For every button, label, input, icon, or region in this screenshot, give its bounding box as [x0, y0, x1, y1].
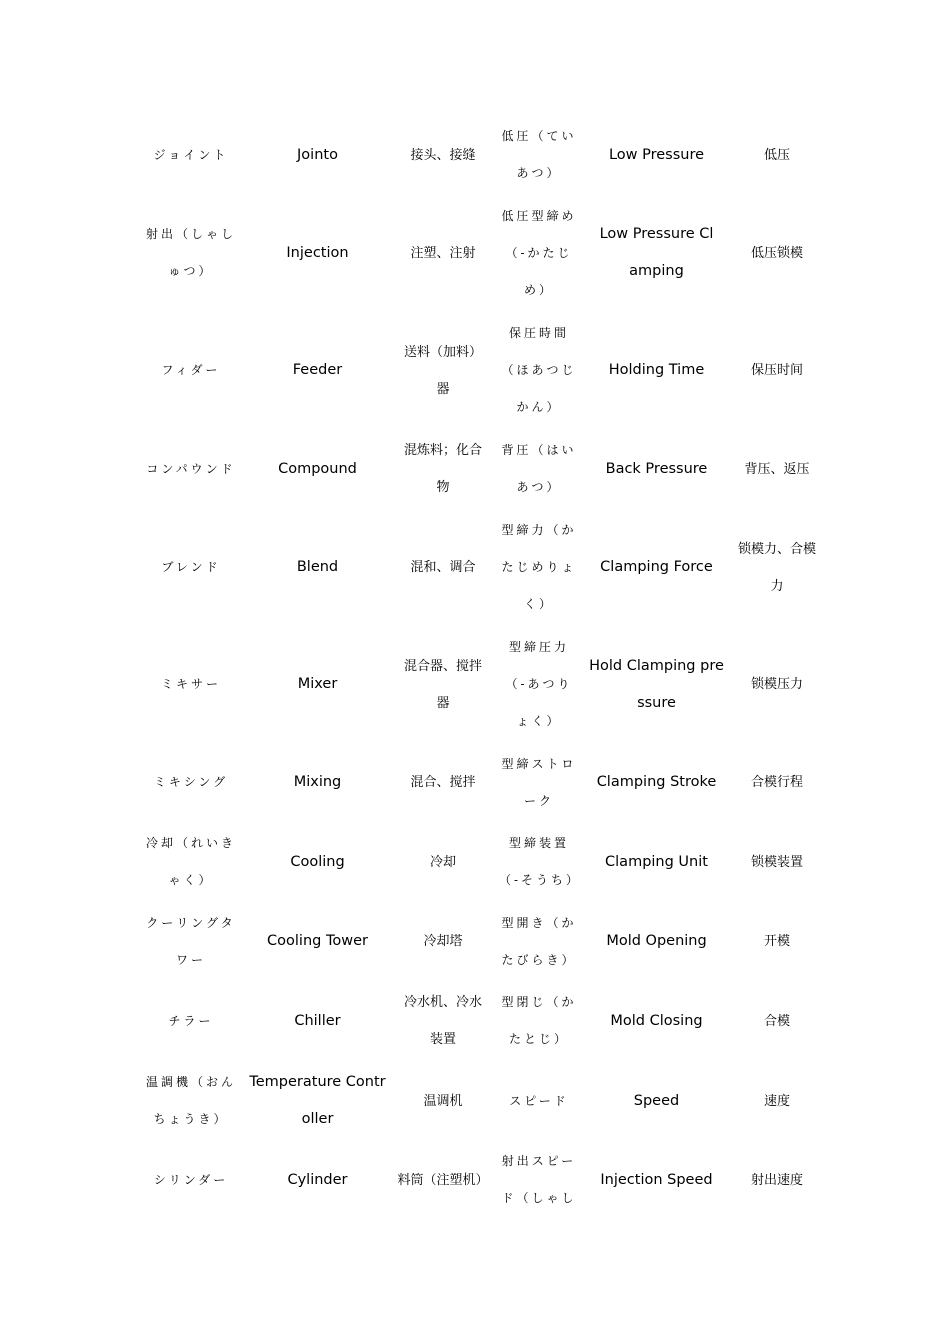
- chinese-term: 冷水机、冷水装置: [403, 995, 482, 1047]
- english-term: Compound: [278, 460, 357, 477]
- japanese-term-2: スピード: [509, 1093, 569, 1108]
- japanese-term-2: 低圧（ていあつ）: [501, 129, 577, 180]
- chinese-term: 送料（加料）器: [403, 344, 482, 397]
- glossary-row: [134, 743, 820, 822]
- japanese-term-2: 型締力（かたじめりょく）: [501, 523, 577, 611]
- glossary-row: [134, 1141, 820, 1219]
- japanese-term: シリンダー: [153, 1172, 229, 1187]
- japanese-term: ミキシング: [153, 775, 229, 789]
- english-term-2: Injection Speed: [600, 1171, 713, 1188]
- english-term: Blend: [296, 559, 339, 575]
- english-term: Temperature Controller: [249, 1074, 386, 1127]
- glossary-row: [134, 981, 820, 1061]
- chinese-term: 混炼料；化合物: [403, 443, 482, 495]
- japanese-term: クーリングタワー: [146, 915, 236, 967]
- japanese-term: フィダー: [161, 363, 221, 377]
- english-term: Feeder: [292, 362, 343, 378]
- chinese-term-2: 背压、返压: [744, 461, 810, 477]
- chinese-term-2: 低压: [763, 147, 790, 163]
- chinese-term-2: 合模行程: [750, 775, 803, 790]
- english-term-2: Mold Closing: [610, 1012, 703, 1029]
- english-term: Cooling Tower: [267, 933, 368, 949]
- japanese-term: 冷却（れいきゃく）: [145, 836, 236, 887]
- english-term-2: Mold Opening: [606, 933, 707, 949]
- japanese-term-2: 保圧時間（ほあつじかん）: [501, 326, 577, 414]
- english-term: Chiller: [294, 1012, 341, 1029]
- glossary-row: [134, 626, 820, 743]
- chinese-term: 料筒（注塑机）: [397, 1172, 489, 1188]
- chinese-term-2: 锁模压力: [750, 677, 803, 692]
- glossary-body: [134, 116, 820, 1219]
- english-term-2: Speed: [633, 1092, 680, 1109]
- english-term-2: Hold Clamping pressure: [589, 657, 724, 711]
- japanese-term: ブレンド: [161, 560, 221, 574]
- japanese-term: 射出（しゃしゅつ）: [145, 227, 236, 278]
- english-term-2: Back Pressure: [605, 460, 708, 477]
- japanese-term-2: 型締装置（-そうち）: [499, 836, 582, 887]
- glossary-row: [134, 1061, 820, 1141]
- glossary-table: [134, 116, 820, 1219]
- glossary-row: [134, 902, 820, 981]
- chinese-term: 混合、搅拌: [410, 775, 476, 790]
- chinese-term: 温调机: [423, 1093, 463, 1109]
- chinese-term-2: 锁模力、合模力: [738, 541, 817, 594]
- japanese-term: コンパウンド: [146, 461, 236, 476]
- glossary-row: [134, 312, 820, 429]
- japanese-term-2: 射出スピード（しゃし: [501, 1154, 577, 1205]
- chinese-term: 混和、调合: [410, 560, 476, 575]
- chinese-term-2: 合模: [763, 1013, 790, 1029]
- chinese-term-2: 速度: [763, 1093, 790, 1109]
- japanese-term-2: 低圧型締め（-かたじめ）: [501, 208, 577, 297]
- english-term: Mixing: [293, 774, 342, 790]
- glossary-row: [134, 509, 820, 626]
- chinese-term-2: 保压时间: [750, 363, 803, 378]
- glossary-row: [134, 194, 820, 312]
- chinese-term: 冷却: [429, 854, 456, 870]
- japanese-term-2: 型締ストローク: [501, 756, 577, 808]
- chinese-term: 注塑、注射: [410, 245, 476, 261]
- english-term-2: Holding Time: [608, 362, 705, 378]
- english-term-2: Clamping Stroke: [596, 774, 717, 790]
- japanese-term-2: 型締圧力（-あつりょく）: [505, 640, 573, 728]
- english-term: Injection: [286, 244, 349, 261]
- chinese-term-2: 锁模装置: [750, 854, 803, 870]
- english-term: Mixer: [297, 676, 338, 692]
- english-term: Jointo: [297, 146, 338, 163]
- english-term: Cooling: [290, 853, 345, 870]
- chinese-term-2: 低压锁模: [750, 245, 803, 261]
- chinese-term: 冷却塔: [423, 934, 463, 949]
- english-term-2: Low Pressure: [608, 146, 705, 163]
- english-term-2: Clamping Force: [600, 559, 713, 575]
- japanese-term: 温調機（おんちょうき）: [145, 1075, 236, 1126]
- glossary-row: [134, 116, 820, 194]
- english-term-2: Low Pressure Clamping: [599, 226, 714, 279]
- chinese-term: 混合器、搅拌器: [403, 658, 482, 711]
- chinese-term-2: 开模: [763, 934, 790, 949]
- japanese-term-2: 型開き（かたびらき）: [501, 915, 577, 967]
- chinese-term: 接头、接缝: [410, 147, 476, 163]
- english-term-2: Clamping Unit: [605, 853, 708, 870]
- chinese-term-2: 射出速度: [750, 1172, 803, 1188]
- japanese-term-2: 背圧（はいあつ）: [501, 443, 577, 494]
- japanese-term: チラー: [168, 1013, 214, 1028]
- glossary-row: [134, 429, 820, 509]
- glossary-row: [134, 822, 820, 902]
- japanese-term: ジョイント: [153, 147, 229, 162]
- japanese-term: ミキサー: [160, 677, 221, 691]
- english-term: Cylinder: [287, 1171, 348, 1188]
- japanese-term-2: 型閉じ（かたとじ）: [501, 995, 577, 1046]
